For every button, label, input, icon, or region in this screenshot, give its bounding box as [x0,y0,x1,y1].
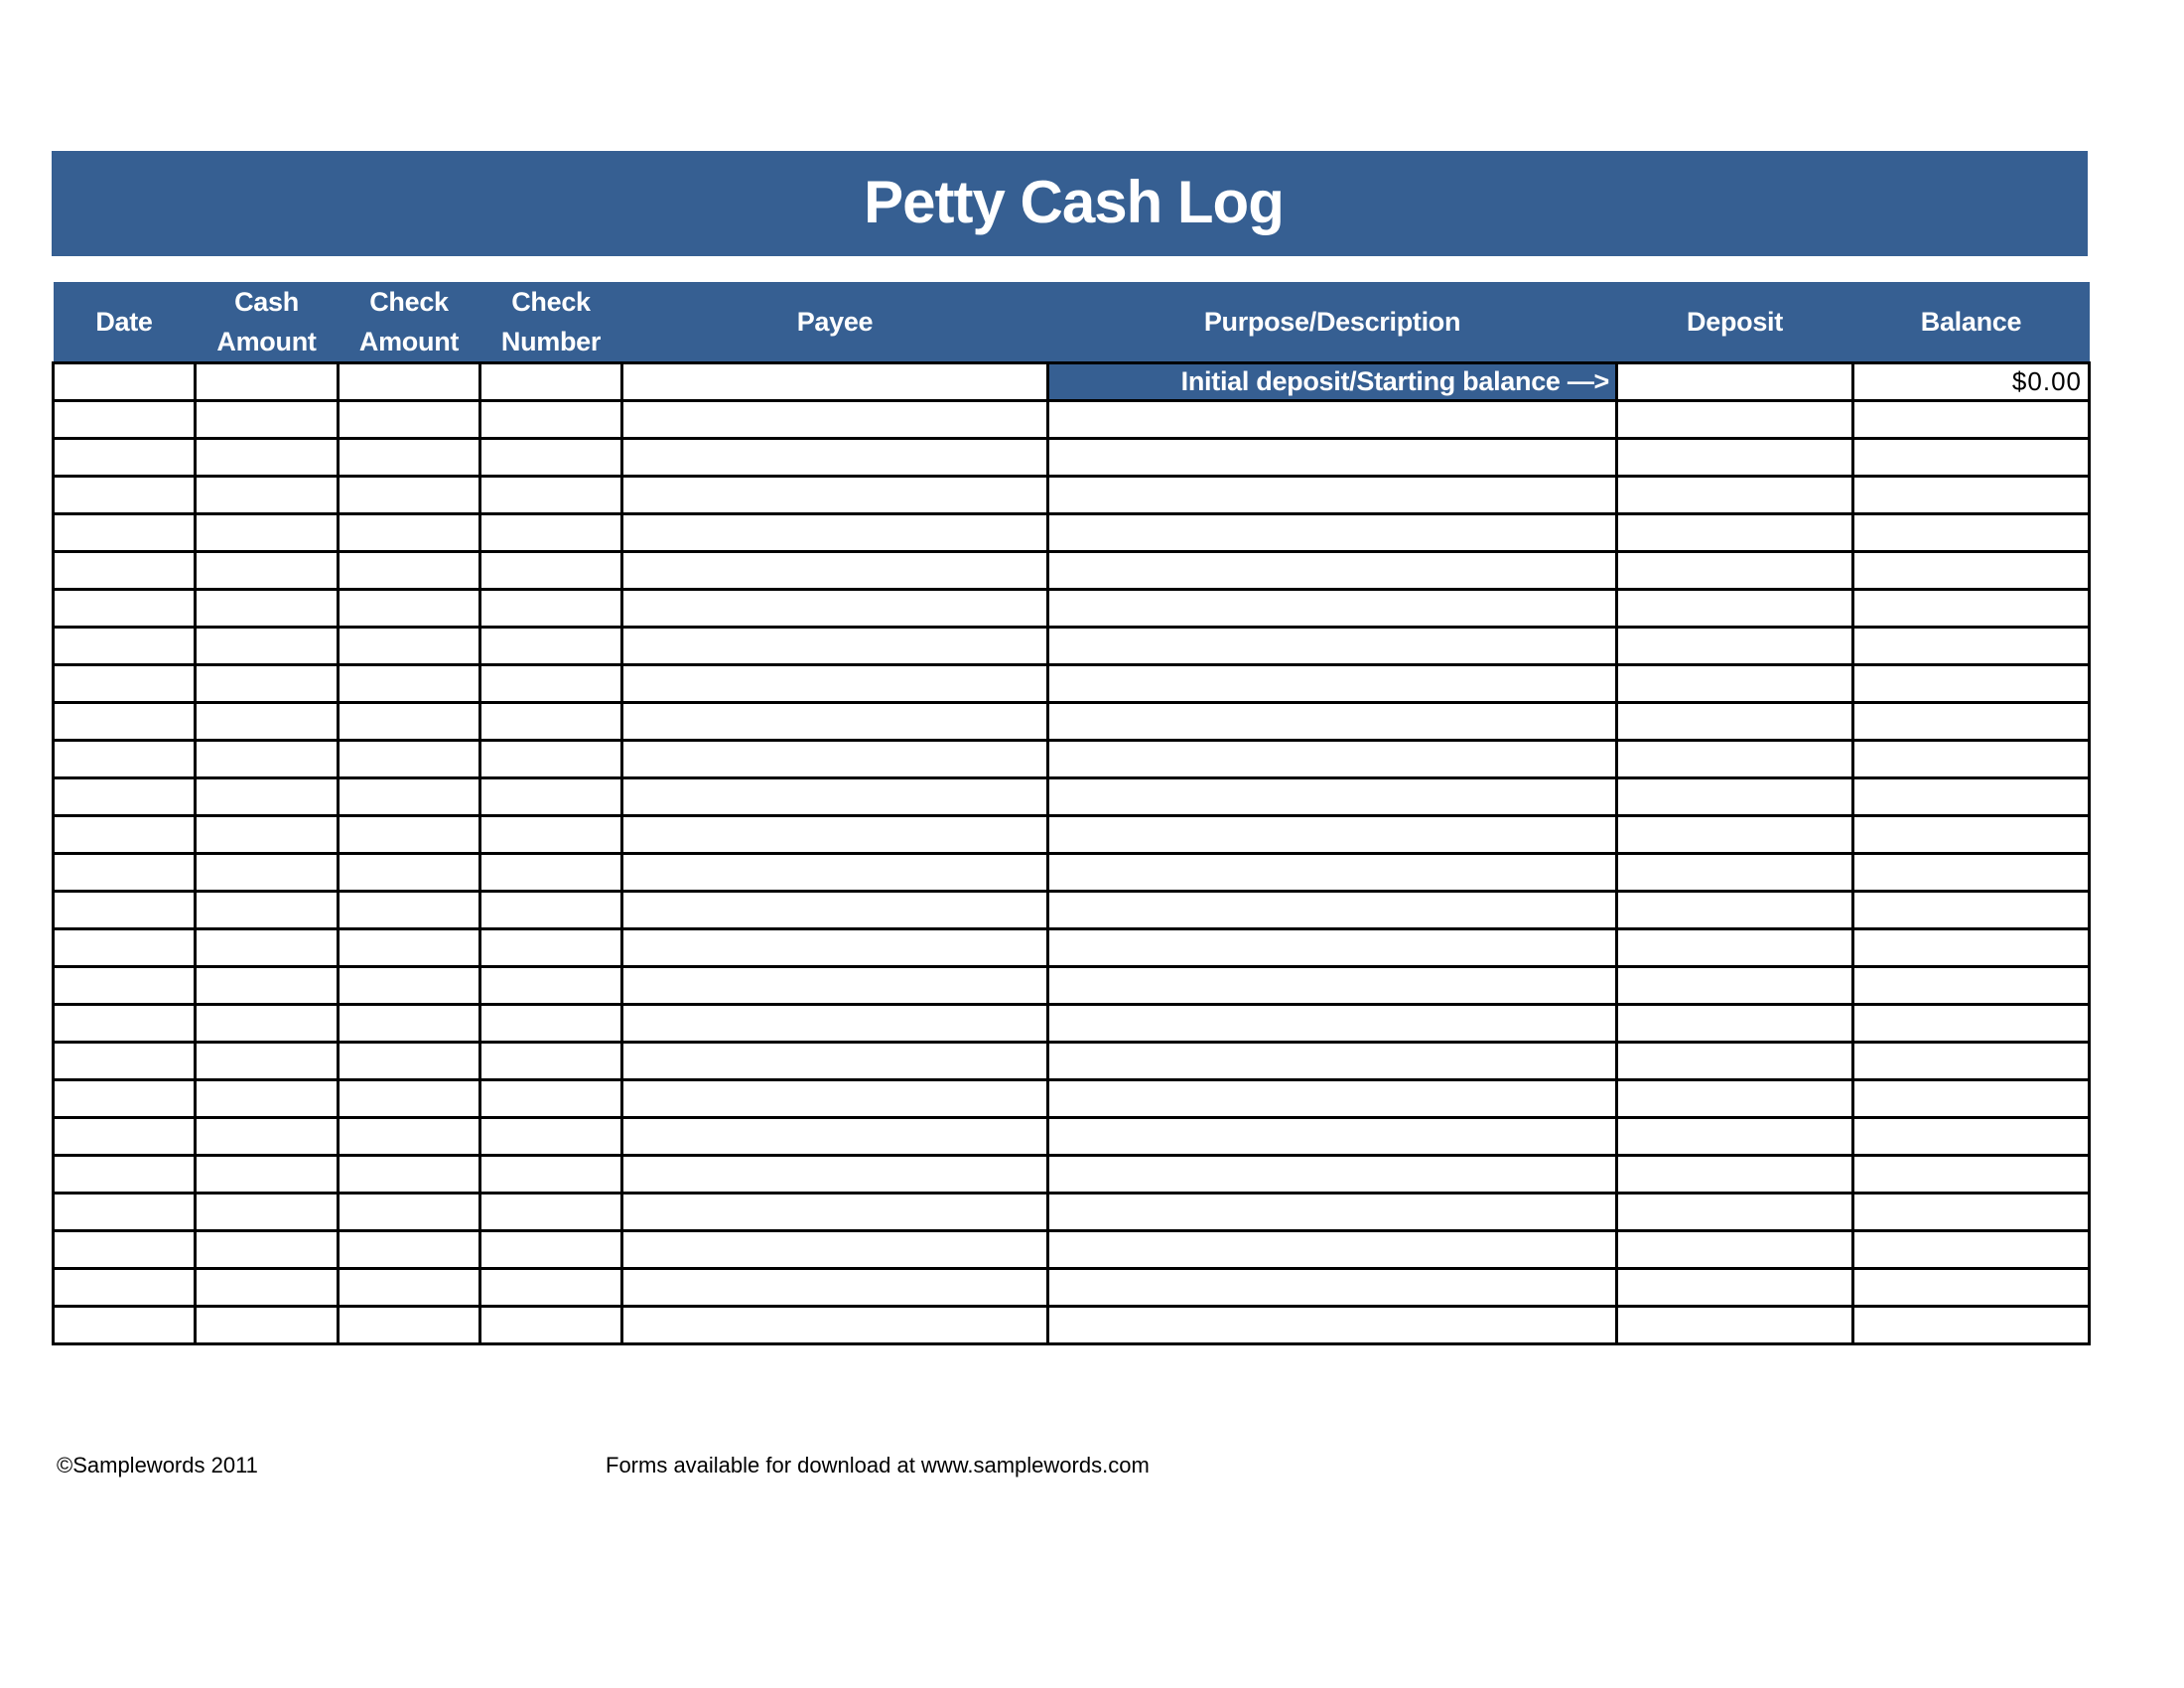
cell-balance[interactable] [1853,892,2090,929]
cell-deposit[interactable] [1617,477,1853,514]
table-body [54,363,2090,1344]
cell-date[interactable] [54,1194,196,1231]
starting-balance-label: Initial deposit/Starting balance —> [1048,363,1617,401]
header-label: Balance [1920,307,2022,337]
cell-payee[interactable] [622,363,1048,401]
cell-cash-amount[interactable] [196,1269,339,1307]
table-row [54,854,2090,892]
column-header-check-amount [339,282,480,363]
table-row [54,477,2090,514]
cell-cash-amount[interactable] [196,477,339,514]
cell-check-amount[interactable] [339,1118,480,1156]
table-row [54,628,2090,665]
header-label: Check [369,287,449,317]
cell-check-number[interactable] [480,703,622,741]
cell-date[interactable] [54,401,196,439]
cell-check-amount[interactable] [339,401,480,439]
table-row [54,741,2090,778]
cell-payee[interactable] [622,1005,1048,1043]
cell-check-amount[interactable] [339,1194,480,1231]
cell-purpose[interactable] [1048,1005,1617,1043]
cell-cash-amount[interactable] [196,363,339,401]
cell-payee[interactable] [622,703,1048,741]
cell-balance[interactable] [1853,1005,2090,1043]
cell-deposit[interactable] [1617,816,1853,854]
cell-check-amount[interactable] [339,854,480,892]
cell-balance[interactable] [1853,1307,2090,1344]
cell-check-amount[interactable] [339,1307,480,1344]
header-row [54,282,2090,363]
cell-check-amount[interactable] [339,703,480,741]
cell-deposit[interactable] [1617,1307,1853,1344]
cell-date[interactable] [54,1156,196,1194]
cell-deposit[interactable] [1617,628,1853,665]
table-row [54,401,2090,439]
cell-deposit[interactable] [1617,1156,1853,1194]
cell-purpose[interactable] [1048,1231,1617,1269]
cell-date[interactable] [54,929,196,967]
starting-balance-value: $0.00 [1853,363,2090,401]
cell-payee[interactable] [622,514,1048,552]
cell-date[interactable] [54,1080,196,1118]
cell-cash-amount[interactable] [196,628,339,665]
cell-balance[interactable] [1853,967,2090,1005]
cell-check-number[interactable] [480,1005,622,1043]
cell-payee[interactable] [622,590,1048,628]
header-label: Number [500,327,602,356]
cell-purpose[interactable] [1048,1194,1617,1231]
cell-check-number[interactable] [480,552,622,590]
cell-check-number[interactable] [480,929,622,967]
cell-deposit[interactable] [1617,1005,1853,1043]
cell-check-amount[interactable] [339,1269,480,1307]
cell-cash-amount[interactable] [196,1194,339,1231]
cell-date[interactable] [54,967,196,1005]
table-row [54,1118,2090,1156]
cell-deposit[interactable] [1617,741,1853,778]
cell-check-number[interactable] [480,1118,622,1156]
cell-purpose[interactable] [1048,590,1617,628]
cell-purpose[interactable] [1048,929,1617,967]
petty-cash-table [52,282,2091,1345]
cell-payee[interactable] [622,477,1048,514]
table-row [54,929,2090,967]
cell-payee[interactable] [622,628,1048,665]
cell-deposit[interactable] [1617,514,1853,552]
cell-check-number[interactable] [480,363,622,401]
cell-payee[interactable] [622,741,1048,778]
cell-date[interactable] [54,816,196,854]
cell-purpose[interactable] [1048,854,1617,892]
cell-deposit[interactable] [1617,1080,1853,1118]
cell-purpose[interactable] [1048,1118,1617,1156]
cell-check-number[interactable] [480,1043,622,1080]
cell-payee[interactable] [622,439,1048,477]
table-row [54,1231,2090,1269]
cell-purpose[interactable] [1048,477,1617,514]
cell-check-amount[interactable] [339,1231,480,1269]
petty-cash-table-container [52,282,2088,1345]
cell-check-amount[interactable] [339,665,480,703]
cell-balance[interactable] [1853,665,2090,703]
table-row [54,778,2090,816]
cell-balance[interactable] [1853,1043,2090,1080]
cell-cash-amount[interactable] [196,1080,339,1118]
cell-date[interactable] [54,1231,196,1269]
cell-cash-amount[interactable] [196,892,339,929]
cell-date[interactable] [54,590,196,628]
cell-check-number[interactable] [480,967,622,1005]
cell-date[interactable] [54,363,196,401]
table-row [54,1005,2090,1043]
cell-balance[interactable] [1853,1269,2090,1307]
table-row [54,514,2090,552]
table-row [54,892,2090,929]
cell-date[interactable] [54,628,196,665]
cell-date[interactable] [54,1269,196,1307]
cell-balance[interactable] [1853,816,2090,854]
cell-cash-amount[interactable] [196,514,339,552]
cell-payee[interactable] [622,1307,1048,1344]
cell-cash-amount[interactable] [196,778,339,816]
table-row [54,439,2090,477]
cell-payee[interactable] [622,1269,1048,1307]
cell-cash-amount[interactable] [196,1118,339,1156]
cell-purpose[interactable] [1048,1307,1617,1344]
table-row [54,1269,2090,1307]
cell-deposit[interactable] [1617,854,1853,892]
header-label: Purpose/Description [1203,307,1461,337]
cell-check-amount[interactable] [339,816,480,854]
header-label: Date [95,307,153,337]
cell-check-number[interactable] [480,816,622,854]
cell-check-amount[interactable] [339,363,480,401]
column-header-cash-amount [196,282,339,363]
cell-deposit[interactable] [1617,665,1853,703]
cell-deposit[interactable] [1617,439,1853,477]
cell-balance[interactable] [1853,1194,2090,1231]
cell-check-amount[interactable] [339,552,480,590]
cell-date[interactable] [54,1118,196,1156]
header-label: Check [511,287,591,317]
cell-purpose[interactable] [1048,1269,1617,1307]
cell-purpose[interactable] [1048,967,1617,1005]
cell-date[interactable] [54,552,196,590]
cell-cash-amount[interactable] [196,703,339,741]
cell-deposit[interactable] [1617,929,1853,967]
header-label: Cash [234,287,299,317]
cell-payee[interactable] [622,1156,1048,1194]
cell-payee[interactable] [622,1080,1048,1118]
cell-cash-amount[interactable] [196,1156,339,1194]
cell-purpose[interactable] [1048,703,1617,741]
cell-check-number[interactable] [480,1307,622,1344]
table-row [54,590,2090,628]
cell-date[interactable] [54,778,196,816]
cell-check-amount[interactable] [339,1043,480,1080]
cell-balance[interactable] [1853,778,2090,816]
cell-check-amount[interactable] [339,778,480,816]
table-row [54,816,2090,854]
cell-balance[interactable] [1853,929,2090,967]
cell-deposit[interactable] [1617,778,1853,816]
cell-deposit[interactable] [1617,1269,1853,1307]
cell-payee[interactable] [622,892,1048,929]
cell-check-number[interactable] [480,1231,622,1269]
cell-date[interactable] [54,703,196,741]
cell-cash-amount[interactable] [196,552,339,590]
cell-balance[interactable] [1853,1118,2090,1156]
cell-payee[interactable] [622,778,1048,816]
cell-check-amount[interactable] [339,477,480,514]
cell-check-amount[interactable] [339,741,480,778]
cell-date[interactable] [54,741,196,778]
table-row [54,1307,2090,1344]
table-row [54,1080,2090,1118]
title-banner [52,151,2088,256]
cell-balance[interactable] [1853,590,2090,628]
footer-download-note: Forms available for download at www.samplewords.com [606,1453,1150,1477]
column-header-purpose [1048,282,1617,363]
cell-purpose[interactable] [1048,741,1617,778]
column-header-date [54,282,196,363]
column-header-balance [1853,282,2090,363]
table-row [54,665,2090,703]
cell-balance[interactable] [1853,401,2090,439]
cell-deposit[interactable] [1617,590,1853,628]
cell-check-number[interactable] [480,628,622,665]
cell-purpose[interactable] [1048,628,1617,665]
cell-check-number[interactable] [480,439,622,477]
header-label: Deposit [1687,307,1783,337]
cell-cash-amount[interactable] [196,1307,339,1344]
cell-balance[interactable] [1853,741,2090,778]
cell-purpose[interactable] [1048,552,1617,590]
cell-check-number[interactable] [480,1080,622,1118]
cell-payee[interactable] [622,401,1048,439]
cell-cash-amount[interactable] [196,1005,339,1043]
cell-check-amount[interactable] [339,628,480,665]
cell-check-number[interactable] [480,1194,622,1231]
column-header-check-number [480,282,622,363]
cell-purpose[interactable] [1048,514,1617,552]
cell-balance[interactable] [1853,1156,2090,1194]
cell-check-amount[interactable] [339,1156,480,1194]
table-row [54,1043,2090,1080]
cell-cash-amount[interactable] [196,741,339,778]
cell-payee[interactable] [622,552,1048,590]
column-header-deposit [1617,282,1853,363]
cell-cash-amount[interactable] [196,929,339,967]
column-header-payee [622,282,1048,363]
cell-payee[interactable] [622,967,1048,1005]
cell-check-amount[interactable] [339,1005,480,1043]
cell-cash-amount[interactable] [196,401,339,439]
cell-balance[interactable] [1853,552,2090,590]
cell-payee[interactable] [622,1118,1048,1156]
cell-date[interactable] [54,1307,196,1344]
cell-check-number[interactable] [480,892,622,929]
cell-balance[interactable] [1853,477,2090,514]
cell-date[interactable] [54,477,196,514]
cell-purpose[interactable] [1048,665,1617,703]
cell-date[interactable] [54,439,196,477]
table-row [54,967,2090,1005]
cell-cash-amount[interactable] [196,665,339,703]
cell-payee[interactable] [622,1231,1048,1269]
footer-copyright: ©Samplewords 2011 [57,1453,258,1477]
cell-payee[interactable] [622,1043,1048,1080]
cell-balance[interactable] [1853,854,2090,892]
cell-payee[interactable] [622,665,1048,703]
cell-check-amount[interactable] [339,967,480,1005]
cell-deposit[interactable] [1617,1118,1853,1156]
cell-deposit[interactable] [1617,552,1853,590]
cell-check-number[interactable] [480,1269,622,1307]
table-row [54,703,2090,741]
page-title: Petty Cash Log [864,168,1284,235]
cell-balance[interactable] [1853,514,2090,552]
cell-deposit[interactable] [1617,892,1853,929]
cell-purpose[interactable] [1048,816,1617,854]
cell-date[interactable] [54,1043,196,1080]
cell-cash-amount[interactable] [196,590,339,628]
cell-deposit[interactable] [1617,401,1853,439]
cell-balance[interactable] [1853,1231,2090,1269]
cell-payee[interactable] [622,929,1048,967]
cell-check-number[interactable] [480,741,622,778]
cell-deposit[interactable] [1617,1043,1853,1080]
cell-date[interactable] [54,854,196,892]
cell-cash-amount[interactable] [196,816,339,854]
cell-check-number[interactable] [480,477,622,514]
cell-deposit[interactable] [1617,1194,1853,1231]
cell-cash-amount[interactable] [196,1231,339,1269]
cell-check-number[interactable] [480,1156,622,1194]
cell-date[interactable] [54,514,196,552]
cell-date[interactable] [54,665,196,703]
cell-purpose[interactable] [1048,401,1617,439]
cell-purpose[interactable] [1048,892,1617,929]
table-row [54,1156,2090,1194]
cell-purpose[interactable] [1048,1080,1617,1118]
cell-check-number[interactable] [480,778,622,816]
cell-check-amount[interactable] [339,892,480,929]
cell-purpose[interactable] [1048,439,1617,477]
cell-deposit[interactable] [1617,703,1853,741]
cell-check-amount[interactable] [339,514,480,552]
header-label: Payee [796,307,874,337]
cell-cash-amount[interactable] [196,854,339,892]
cell-purpose[interactable] [1048,1156,1617,1194]
cell-balance[interactable] [1853,703,2090,741]
cell-payee[interactable] [622,1194,1048,1231]
cell-deposit[interactable] [1617,1231,1853,1269]
cell-cash-amount[interactable] [196,439,339,477]
cell-check-number[interactable] [480,665,622,703]
header-label: Amount [358,327,460,356]
cell-check-number[interactable] [480,514,622,552]
cell-date[interactable] [54,1005,196,1043]
header-label: Amount [216,327,317,356]
cell-cash-amount[interactable] [196,1043,339,1080]
cell-date[interactable] [54,892,196,929]
cell-check-amount[interactable] [339,1080,480,1118]
cell-cash-amount[interactable] [196,967,339,1005]
starting-balance-row [54,363,2090,401]
cell-purpose[interactable] [1048,778,1617,816]
cell-check-number[interactable] [480,854,622,892]
starting-deposit-cell[interactable] [1617,363,1853,401]
cell-balance[interactable] [1853,439,2090,477]
cell-payee[interactable] [622,854,1048,892]
cell-check-amount[interactable] [339,439,480,477]
cell-purpose[interactable] [1048,1043,1617,1080]
cell-payee[interactable] [622,816,1048,854]
cell-check-amount[interactable] [339,929,480,967]
table-row [54,552,2090,590]
cell-deposit[interactable] [1617,967,1853,1005]
cell-balance[interactable] [1853,1080,2090,1118]
table-row [54,1194,2090,1231]
cell-check-number[interactable] [480,590,622,628]
cell-check-amount[interactable] [339,590,480,628]
cell-balance[interactable] [1853,628,2090,665]
cell-check-number[interactable] [480,401,622,439]
